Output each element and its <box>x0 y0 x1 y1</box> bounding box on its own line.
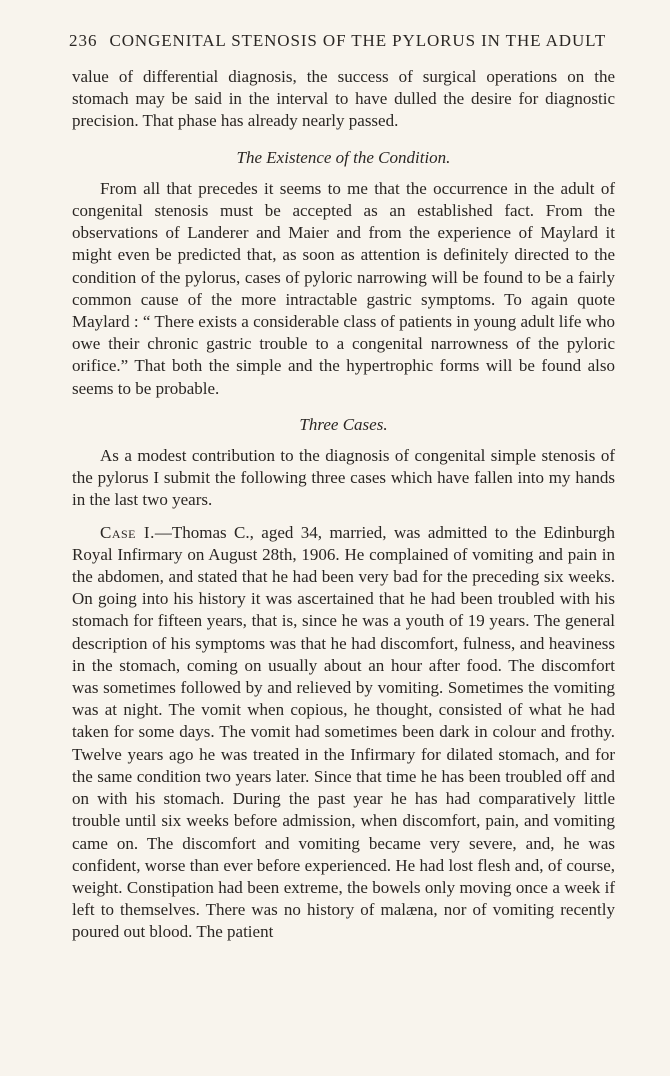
opening-paragraph: value of differential diagnosis, the success of surgical operations on the stomach may be said in the interval to have dulled the desire for diagnostic precision. That phase has already nearly passed. <box>72 67 615 131</box>
existence-paragraph: From all that precedes it seems to me that the occurrence in the adult of congenital stenosis must be accepted as an established fact. From the observations of Landerer and Maier and from the experience of Maylard it might even be predicted that, as soon as attention is definitely directed to the condition of the pylorus, cases of pyloric narrowing will be found to be a fairly common cause of the more intractable gastric symptoms. To again quote Maylard : “ There exists a considerable class of patients in young adult life who owe their chronic gastric trouble to a congenital narrowness of the pyloric orifice.” That both the simple and the hypertrophic forms will be found also seems to be probable. <box>72 178 615 398</box>
section-heading-existence: The Existence of the Condition. <box>236 147 451 167</box>
section-heading-cases: Three Cases. <box>299 414 388 434</box>
body-text <box>72 66 615 944</box>
running-title: CONGENITAL STENOSIS OF THE PYLORUS IN THE ADULT <box>109 31 607 50</box>
running-head <box>69 31 614 51</box>
paragraph-gap <box>72 512 615 522</box>
case-one-text: —Thomas C., aged 34, married, was admitted to the Edinburgh Royal Infirmary on August 28th, 1906. He complained of vomiting and pain in the abdomen, and stated that he had been very bad for the preceding six weeks. On going into his history it was ascertained that he had been troubled with his stomach for fifteen years, that is, since he was a youth of 19 years. The general description of his symptoms was that he had discomfort, fulness, and heaviness in the stomach, coming on usually about an hour after food. The discomfort was sometimes followed by and relieved by vomiting. Sometimes the vomiting was at night. The vomit when copious, he thought, consisted of what he had taken for some days. The vomit had sometimes been dark in colour and frothy. Twelve years ago he was treated in the Infirmary for dilated stomach, and for the same condition two years later. Since that time he has been troubled off and on with his stomach. During the past year he has had comparatively little trouble until six weeks before admission, when discomfort, pain, and vomiting came on. The discomfort and vomiting became very severe, and, he was confident, worse than ever before experienced. He had lost flesh and, of course, weight. Constipation had been extreme, the bowels only moving once a week if left to themselves. There was no history of malæna, nor of vomiting recently poured out blood. The patient <box>72 522 616 942</box>
page-number: 236 <box>69 31 98 50</box>
case-label: Case I. <box>100 522 155 542</box>
case-one-paragraph <box>72 522 615 944</box>
cases-intro-paragraph: As a modest contribution to the diagnosis of congenital simple stenosis of the pylorus I submit the following three cases which have fallen into my hands in the last two years. <box>72 446 615 510</box>
